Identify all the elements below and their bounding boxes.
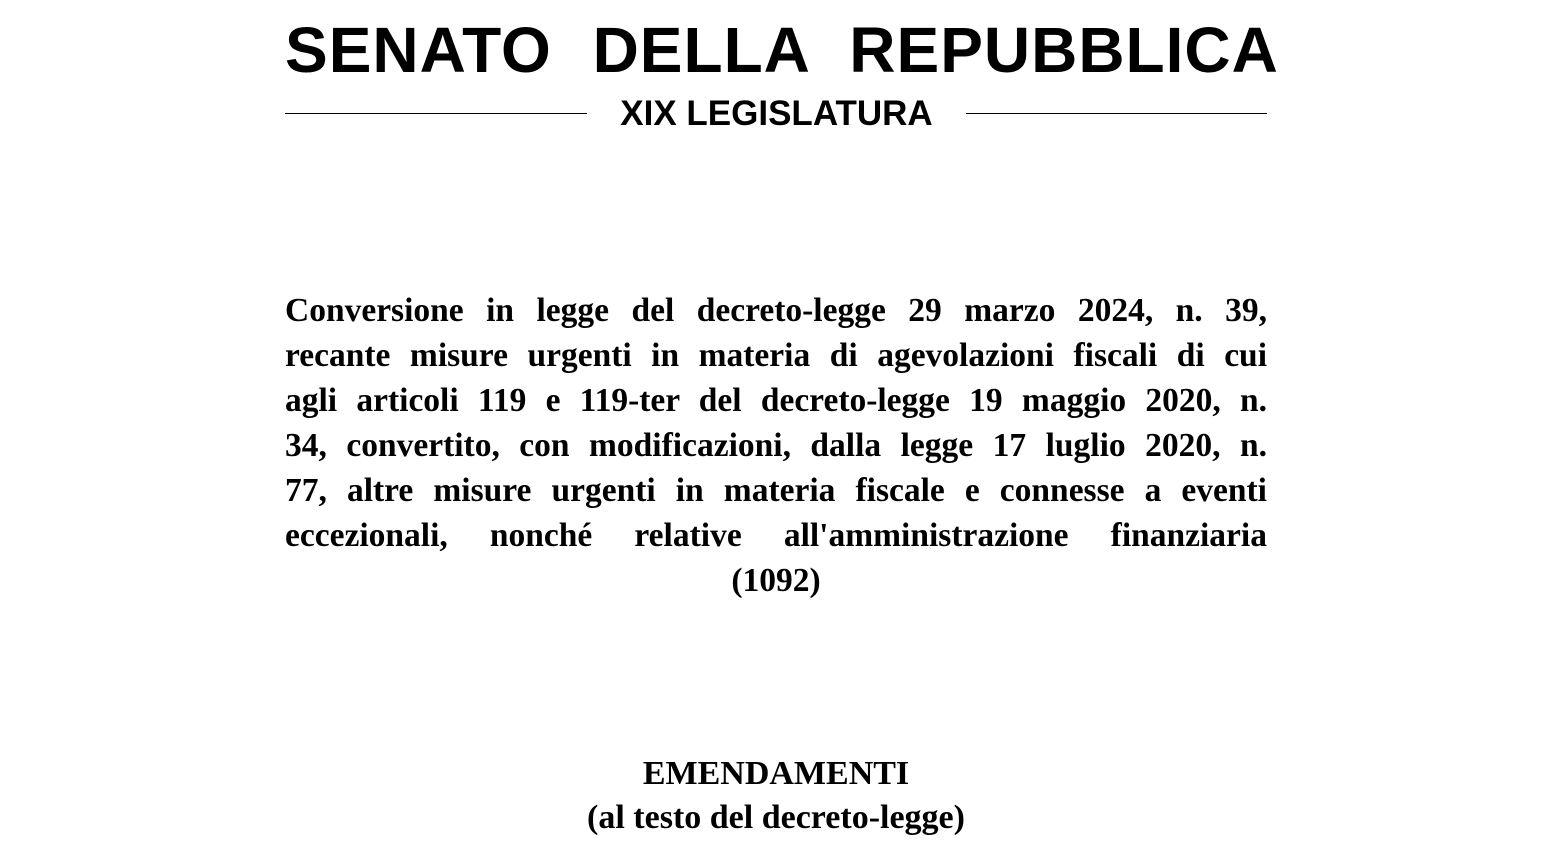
right-rule-divider	[966, 113, 1267, 114]
legislature-label: XIX LEGISLATURA	[620, 94, 933, 133]
bill-title-line: eccezionali, nonché relative all'amministrazione finanziaria	[285, 517, 1267, 554]
legislature-row	[285, 92, 1267, 136]
bill-title	[285, 288, 1267, 603]
amendments-heading-block	[285, 752, 1267, 840]
bill-title-line: 34, convertito, con modificazioni, dalla legge 17 luglio 2020, n.	[285, 427, 1267, 464]
bill-title-line: Conversione in legge del decreto-legge 29 marzo 2024, n. 39,	[285, 292, 1267, 329]
amendments-heading: EMENDAMENTI	[642, 755, 910, 792]
bill-title-line: 77, altre misure urgenti in materia fiscale e connesse a eventi	[285, 472, 1267, 509]
bill-number: (1092)	[731, 562, 821, 599]
left-rule-divider	[285, 113, 587, 114]
bill-title-line: recante misure urgenti in materia di agevolazioni fiscali di cui	[285, 337, 1267, 374]
bill-title-line: agli articoli 119 e 119-ter del decreto-legge 19 maggio 2020, n.	[285, 382, 1267, 419]
amendments-subheading: (al testo del decreto-legge)	[587, 799, 965, 836]
institution-title: SENATO DELLA REPUBBLICA	[285, 14, 1279, 86]
